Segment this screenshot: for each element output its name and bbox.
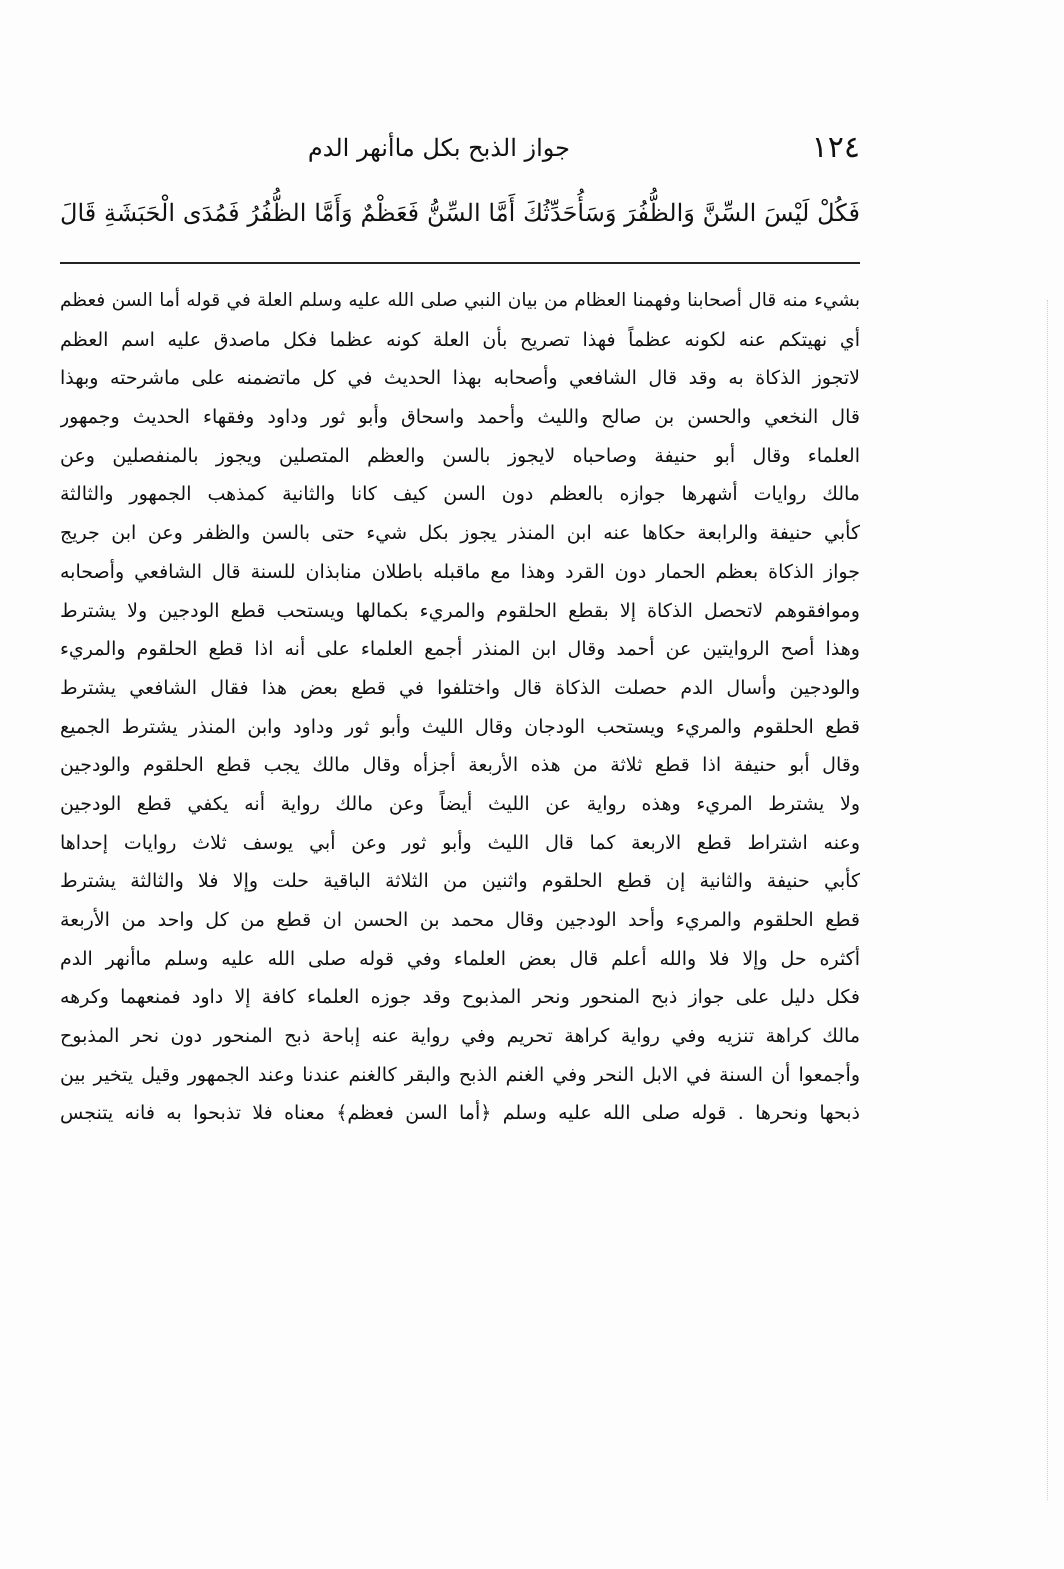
commentary-line: وهذا أصح الروايتين عن أحمد وقال ابن المنذر أجمع العلماء على أنه اذا قطع الحلقوم والمريء <box>60 638 860 661</box>
commentary-line: وعنه اشتراط قطع الاربعة كما قال الليث وأبو ثور وعن أبي يوسف ثلاث روايات إحداها <box>60 831 860 854</box>
commentary-line: ولا يشترط المريء وهذه رواية عن الليث أيضاً وعن مالك رواية أنه يكفي قطع الودجين <box>60 792 860 815</box>
commentary-line: مالك روايات أشهرها جوازه بالعظم دون السن كيف كانا والثانية كمذهب الجمهور والثالثة <box>60 483 860 506</box>
commentary-text <box>60 282 860 1133</box>
commentary-line: مالك كراهة تنزيه وفي رواية كراهة تحريم وفي رواية عنه إباحة ذبح المنحور دون نحر المذبوح <box>60 1025 860 1048</box>
commentary-line: كأبي حنيفة والرابعة حكاها عنه ابن المنذر يجوز بكل شيء حتى بالسن والظفر وعن ابن جريج <box>60 522 860 545</box>
commentary-line: بشيء منه قال أصحابنا وفهمنا العظام من بيان النبي صلى الله عليه وسلم العلة في قوله أما السن فعظم <box>60 290 860 311</box>
commentary-line: أي نهيتكم عنه لكونه عظماً فهذا تصريح بأن العلة كونه عظما فكل ماصدق عليه اسم العظم <box>60 328 860 351</box>
scan-margin-dots <box>1045 300 1048 1500</box>
commentary-line: والودجين وأسال الدم حصلت الذكاة قال واختلفوا في قطع بعض هذا فقال الشافعي يشترط <box>60 676 860 699</box>
separator-rule <box>60 262 860 264</box>
commentary-line: لاتجوز الذكاة به وقد قال الشافعي وأصحابه بهذا الحديث في كل ماتضمنه على ماشرحته وبهذا <box>60 367 860 390</box>
commentary-line: العلماء وقال أبو حنيفة وصاحباه لايجوز بالسن والعظم المتصلين ويجوز بالمنفصلين وعن <box>60 444 860 467</box>
commentary-line: قال النخعي والحسن بن صالح والليث وأحمد واسحاق وأبو ثور وداود وفقهاء الحديث وجمهور <box>60 406 860 429</box>
commentary-line: جواز الذكاة بعظم الحمار دون القرد وهذا مع ماقبله باطلان منابذان للسنة قال الشافعي وأصحابه <box>60 560 860 583</box>
commentary-line: قطع الحلقوم والمريء وأحد الودجين وقال محمد بن الحسن ان قطع من كل واحد من الأربعة <box>60 909 860 931</box>
hadith-text-line: فَكُلْ لَيْسَ السِّنَّ وَالظُّفُرَ وَسَأُحَدِّثُكَ أَمَّا السِّنُّ فَعَظْمٌ وَأَمَّا الظُّفُرُ فَمُدَى الْحَبَشَةِ قَالَ <box>60 199 860 227</box>
commentary-line: فكل دليل على جواز ذبح المنحور ونحر المذبوح وقد جوزه العلماء كافة إلا داود فمنعهما وكرهه <box>60 986 860 1009</box>
commentary-line: كأبي حنيفة والثانية إن قطع الحلقوم واثنين من الثلاثة الباقية حلت وإلا فلا والثالثة يشترط <box>60 870 860 893</box>
commentary-line: وموافقوهم لاتحصل الذكاة إلا بقطع الحلقوم والمريء بكمالها ويستحب قطع الودجين ولا يشترط <box>60 599 860 622</box>
commentary-line: قطع الحلقوم والمريء ويستحب الودجان وقال الليث وأبو ثور وداود وابن المنذر يشترط الجميع <box>60 715 860 738</box>
running-title: جواز الذبح بكل ماأنهر الدم <box>307 134 570 162</box>
commentary-line: وأجمعوا أن السنة في الابل النحر وفي الغنم الذبح والبقر كالغنم عندنا وعند الجمهور وقيل يتخير بين <box>60 1063 860 1086</box>
commentary-line: أكثره حل وإلا فلا والله أعلم قال بعض العلماء وفي قوله صلى الله عليه وسلم ماأنهر الدم <box>60 947 860 970</box>
commentary-line: ذبحها ونحرها . قوله صلى الله عليه وسلم ﴿أما السن فعظم﴾ معناه فلا تذبحوا به فانه يتنجس <box>60 1102 860 1125</box>
page-number: ١٢٤ <box>811 130 860 165</box>
page-header <box>60 128 860 172</box>
commentary-line: وقال أبو حنيفة اذا قطع ثلاثة من هذه الأربعة أجزأه وقال مالك يجب قطع الحلقوم والودجين <box>60 754 860 777</box>
